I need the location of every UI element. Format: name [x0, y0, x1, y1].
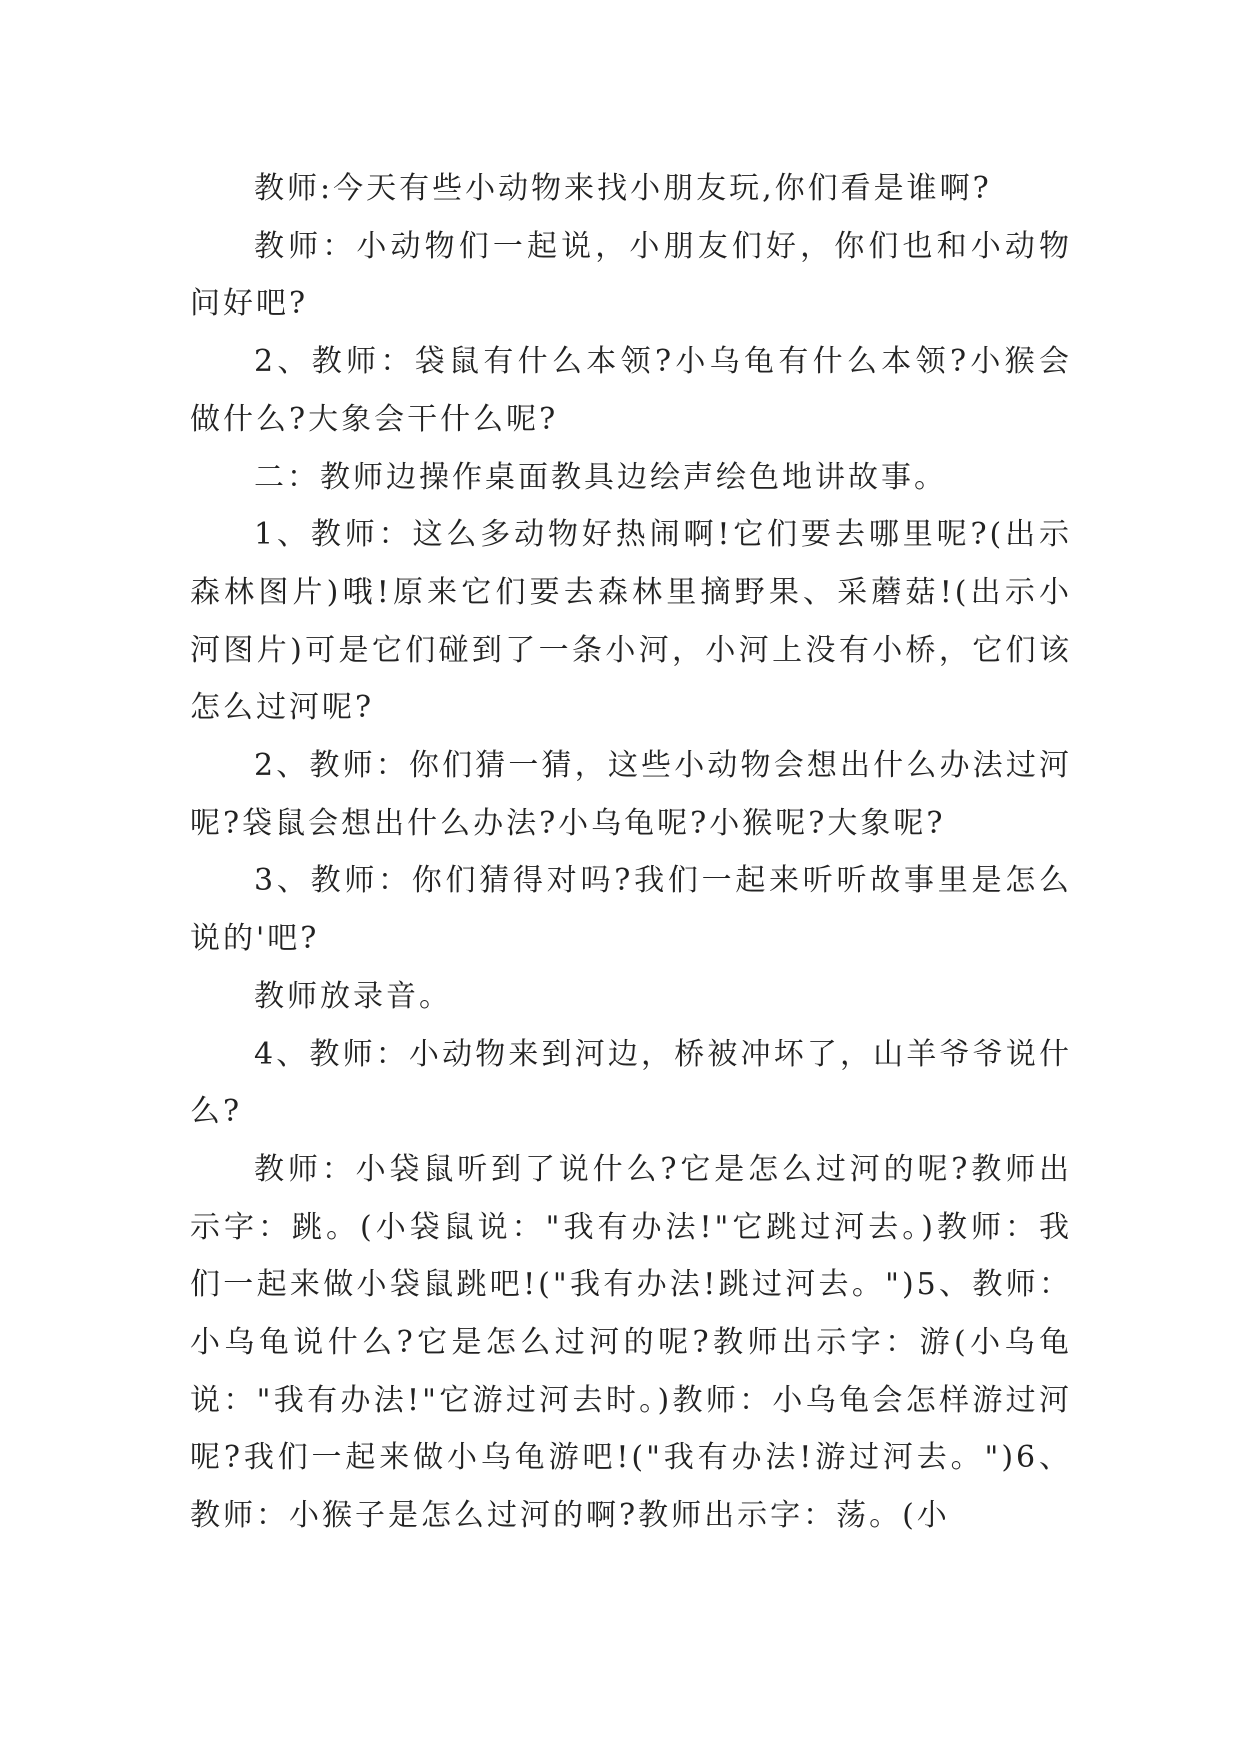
paragraph-recording: 教师放录音。 — [254, 978, 452, 1014]
paragraph-guess: 2、教师：你们猜一猜，这些小动物会想出什么办法过河呢?袋鼠会想出什么办法?小乌龟呢?小猴呢?大象呢? — [190, 748, 1072, 841]
paragraph-greeting: 教师：小动物们一起说，小朋友们好，你们也和小动物问好吧? — [190, 228, 1072, 322]
paragraph-listen: 3、教师：你们猜得对吗?我们一起来听听故事里是怎么说的'吧? — [190, 863, 1072, 957]
paragraph-forest: 1、教师：这么多动物好热闹啊!它们要去哪里呢?(出示森林图片)哦!原来它们要去森林里摘野果、采蘑菇!(出示小河图片)可是它们碰到了一条小河，小河上没有小桥，它们该怎么过河呢? — [190, 517, 1072, 726]
paragraph-abilities: 2、教师：袋鼠有什么本领?小乌龟有什么本领?小猴会做什么?大象会干什么呢? — [190, 344, 1072, 437]
document-page — [190, 160, 1072, 1545]
paragraph-story-actions: 教师：小袋鼠听到了说什么?它是怎么过河的呢?教师出示字：跳。(小袋鼠说："我有办法!"它跳过河去。)教师：我们一起来做小袋鼠跳吧!("我有办法!跳过河去。")5、教师：小乌龟说什么?它是怎么过河的呢?教师出示字：游(小乌龟说："我有办法!"它游过河去时。)教师：小乌龟会怎样游过河呢?我们一起来做小乌龟游吧!("我有办法!游过河去。")6、教师：小猴子是怎么过河的啊?教师出示字：荡。(小 — [190, 1151, 1072, 1534]
paragraph-riverside: 4、教师：小动物来到河边，桥被冲坏了，山羊爷爷说什么? — [190, 1036, 1072, 1130]
paragraph-intro: 教师:今天有些小动物来找小朋友玩,你们看是谁啊? — [254, 171, 992, 206]
paragraph-section-two: 二：教师边操作桌面教具边绘声绘色地讲故事。 — [254, 459, 947, 495]
